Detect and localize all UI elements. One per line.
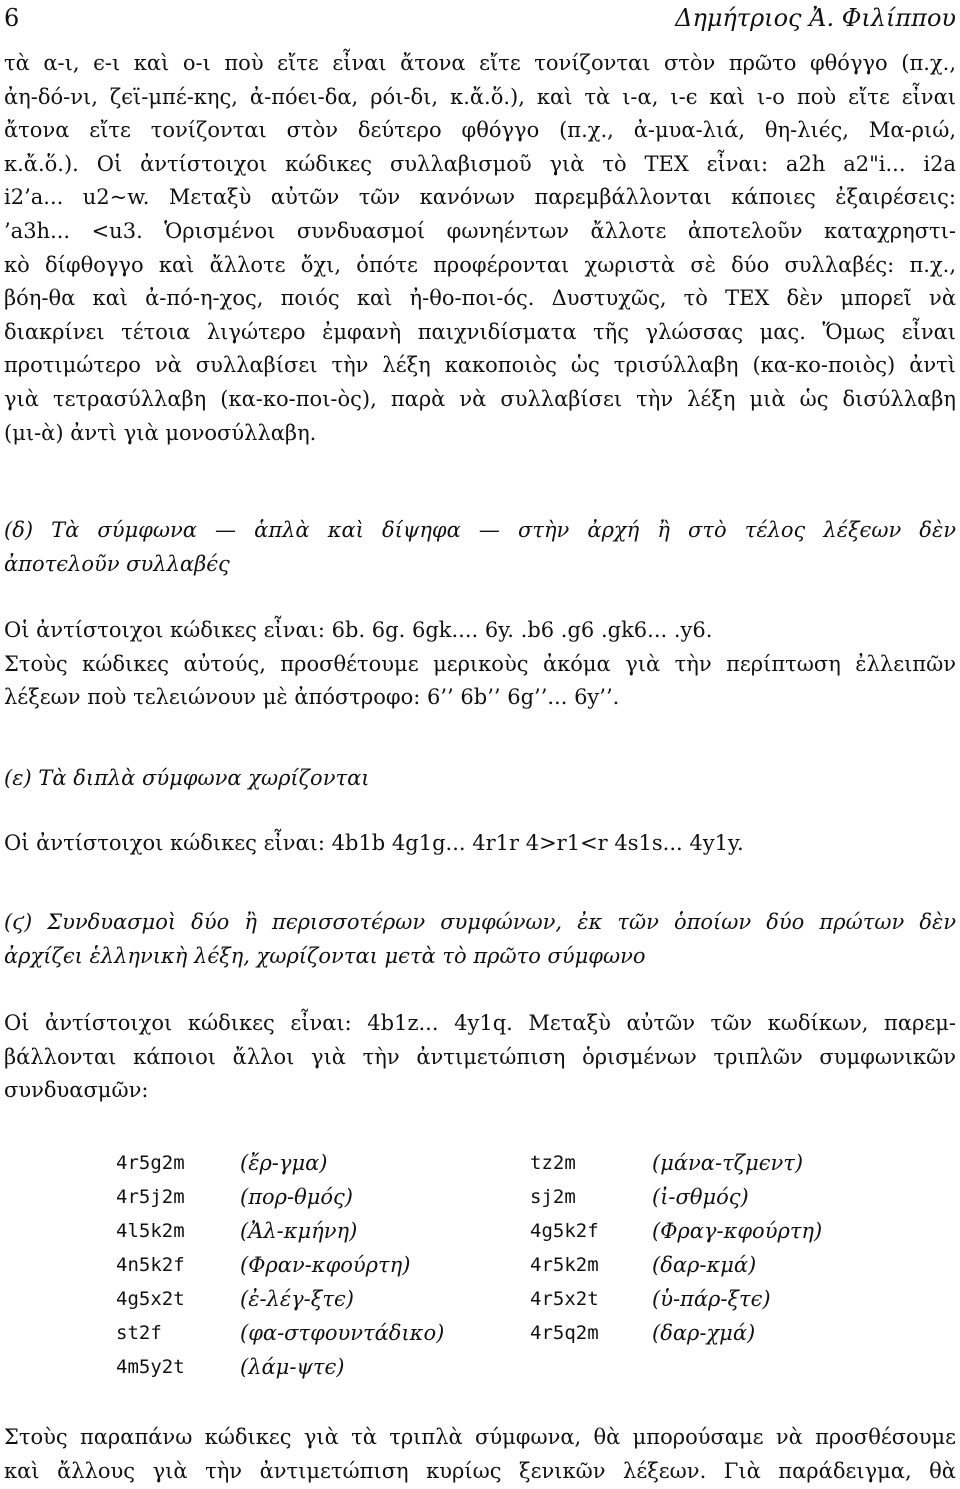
table-row [116,1180,822,1214]
text-line: Στοὺς κώδικες αὐτούς, προσθέτουμε μερικοὺς ἀκόμα γιὰ τὴν περίπτωση ἐλλειπῶν [4,651,956,676]
paragraph-closing [4,1421,956,1488]
text-line: Οἱ ἀντίστοιχοι κώδικες εἶναι: 4b1b 4g1g... 4r1r 4>r1<r 4s1s... 4y1y. [4,831,744,855]
table-row [116,1350,822,1384]
code-cell: 4r5q2m [530,1322,599,1344]
text-line: κὸ δίφθογγο καὶ ἄλλοτε ὄχι, ὁπότε προφέρονται χωριστὰ σὲ δύο συλλαβές: π.χ., [4,252,956,277]
text-line: προτιμώτερο νὰ συλλαβίσει τὴν λέξη κακοποιὸς ὡς τρισύλλαβη (κα-κο-ποιὸς) ἀντὶ [4,353,956,378]
code-cell: 4g5k2f [530,1220,599,1242]
code-cell: 4r5j2m [116,1186,185,1208]
text-line: Στοὺς παραπάνω κώδικες γιὰ τὰ τριπλὰ σύμφωνα, θὰ μπορούσαμε νὰ προσθέσουμε [4,1425,956,1449]
text-line: γιὰ τετρασύλλαβη (κα-κο-ποι-ὸς), παρὰ νὰ συλλαβίσει τὴν λέξη μιὰ ὡς δισύλλαβη [4,386,956,411]
code-cell: 4m5y2t [116,1356,185,1378]
page-header [4,4,956,34]
page-number: 6 [4,4,20,32]
heading-line: (ε) Τὰ διπλὰ σύμφωνα χωρίζονται [4,766,370,790]
text-line: συνδυασμῶν: [4,1078,149,1103]
table-row [116,1282,822,1316]
table-row [116,1316,822,1350]
text-line: ἄτονα εἴτε τονίζονται στὸν δεύτερο φθόγγο (π.χ., ἀ-μυα-λιά, θη-λιϵ́ς, Μα-ριώ, [4,118,956,143]
example-cell: (ἰ-σθμός) [652,1185,749,1209]
paragraph-f-codes [4,1007,956,1108]
heading-line: (ϛ) Συνδυασμοὶ δύο ἢ πϵρισσοτϵ́ρων συμφώνων, ἐκ τῶν ὁποίων δύο πρώτων δὲν [4,910,956,934]
section-heading-d [4,514,956,581]
example-cell: (μάνα-τζμϵντ) [652,1151,804,1175]
running-head-author: Δημήτριος Ἀ. Φιλίππου [675,4,956,32]
text-line: διακρίνει τέτοια λιγώτερο ἐμφανὴ παιχνιδίσματα τῆς γλώσσας μας. Ὅμως εἶναι [4,319,956,344]
example-cell: (Ἀλ-κμήνη) [240,1219,358,1243]
text-line: Οἱ ἀντίστοιχοι κώδικες εἶναι: 4b1z... 4y1q. Μεταξὺ αὐτῶν τῶν κωδίκων, παρεμ- [4,1011,956,1035]
example-cell: (φα-στφουντάδικο) [240,1321,445,1345]
text-line: Οἱ ἀντίστοιχοι κώδικες εἶναι: 6b. 6g. 6gk.... 6y. .b6 .g6 .gk6... .y6. [4,618,713,642]
text-line: τὰ α-ι, ϵ-ι καὶ ο-ι ποὺ εἴτε εἶναι ἄτονα εἴτε τονίζονται στὸν πρῶτο φθόγγο (π.χ., [4,51,956,75]
code-cell: 4n5k2f [116,1254,185,1276]
code-cell: tz2m [530,1152,576,1174]
text-line: (μι-ὰ) ἀντὶ γιὰ μονοσύλλαβη. [4,420,317,445]
code-cell: 4l5k2m [116,1220,185,1242]
text-line: λέξεων ποὺ τελειώνουν μὲ ἀπόστροφο: 6’’ 6b’’ 6g’’... 6y’’. [4,685,620,710]
heading-line: ἀποτϵλοῦν συλλαβϵ́ς [4,551,230,576]
example-cell: (Φραγ-κφούρτη) [652,1219,823,1243]
example-cell: (Φραν-κφούρτη) [240,1253,411,1277]
section-heading-f [4,906,956,973]
code-cell: st2f [116,1322,162,1344]
paragraph-vowel-rules [4,47,956,450]
example-cell: (ὑ-πάρ-ξτϵ) [652,1287,771,1311]
paragraph-d-codes [4,614,956,715]
example-cell: (πορ-θμός) [240,1185,353,1209]
code-cell: 4r5x2t [530,1288,599,1310]
heading-line: (δ) Τὰ σύμφωνα — ἁπλὰ καὶ δίψηφα — στὴν ἀρχή ἢ στὸ τέλος λέξϵων δὲν [4,518,956,542]
text-line: καὶ ἄλλους γιὰ τὴν ἀντιμετώπιση κυρίως ξενικῶν λέξεων. Γιὰ παράδειγμα, θὰ [4,1458,956,1483]
text-line: ’a3h... <u3. Ὁρισμένοι συνδυασμοί φωνηέντων ἄλλοτε ἀποτελοῦν καταχρηστι- [4,218,956,243]
code-cell: 4r5g2m [116,1152,185,1174]
heading-line: ἀρχίζϵι ἑλληνικὴ λϵ́ξη, χωρίζονται μϵτὰ τὸ πρῶτο σύμφωνο [4,943,646,968]
text-line: ἀη-δό-νι, ζϵϊ-μπέ-κης, ἀ-πόϵι-δα, ρόι-δι, κ.ἄ.ὅ.), καὶ τὰ ι-α, ι-ϵ καὶ ι-ο ποὺ εἴτε εἶναι [4,84,956,109]
table-row [116,1214,822,1248]
text-line: i2’a... u2~w. Μεταξὺ αὐτῶν τῶν κανόνων παρεμβάλλονται κάποιες ἐξαιρέσεις: [4,185,956,210]
triple-consonant-table [116,1146,822,1384]
example-cell: (ἔρ-γμα) [240,1151,328,1175]
text-line: κ.ἄ.ὅ.). Οἱ ἀντίστοιχοι κώδικες συλλαβισμοῦ γιὰ τὸ TEX εἶναι: a2h a2"i... i2a [4,151,956,176]
section-heading-e [4,762,956,796]
paragraph-e-codes [4,827,956,861]
example-cell: (λάμ-ψτϵ) [240,1355,345,1379]
example-cell: (δαρ-κμά) [652,1253,757,1277]
table-row [116,1146,822,1180]
code-cell: sj2m [530,1186,576,1208]
example-cell: (ἐ-λέγ-ξτϵ) [240,1287,354,1311]
text-line: βόη-θα καὶ ἀ-πό-η-χος, ποιός καὶ ἠ-θο-ποι-ός. Δυστυχῶς, τὸ TEX δὲν μπορεῖ νὰ [4,286,956,311]
example-cell: (δαρ-χμά) [652,1321,756,1345]
code-cell: 4r5k2m [530,1254,599,1276]
code-cell: 4g5x2t [116,1288,185,1310]
table-row [116,1248,822,1282]
text-line: βάλλονται κάποιοι ἄλλοι γιὰ τὴν ἀντιμετώπιση ὁρισμένων τριπλῶν συμφωνικῶν [4,1044,956,1069]
